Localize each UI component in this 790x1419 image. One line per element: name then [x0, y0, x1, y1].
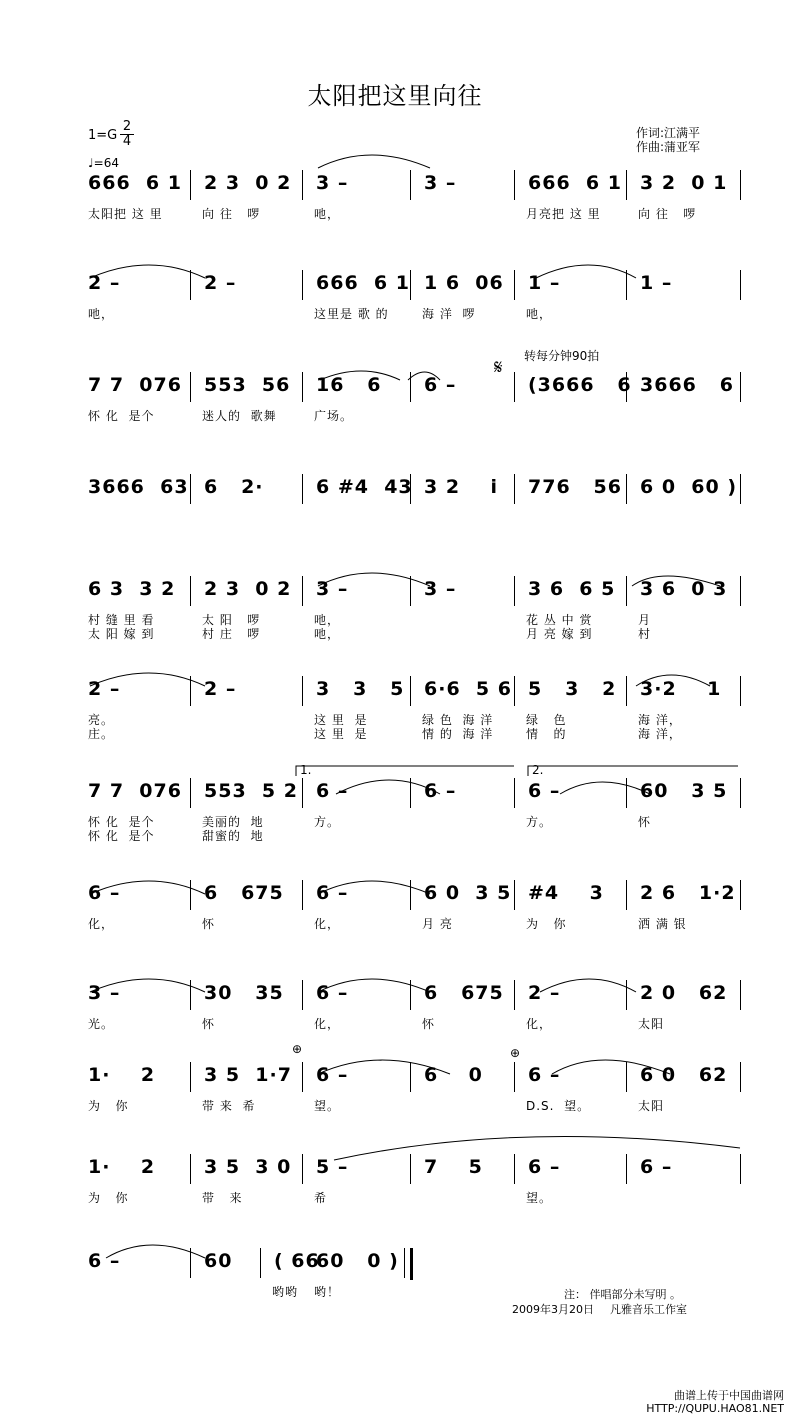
- measure-notes: 6 675: [424, 982, 504, 1004]
- measure-notes: 6 –: [316, 882, 349, 904]
- lyric-line-2: 庄。: [88, 727, 115, 741]
- lyric-line-2: 海 洋，: [638, 727, 682, 741]
- lyric-line-2: 情 的: [526, 727, 567, 741]
- lyric-line: 向 往 啰: [202, 207, 261, 221]
- measure-notes: 2 –: [204, 272, 237, 294]
- lyricist: 作词:江满平: [636, 126, 701, 140]
- lyric-line: 太 阳 啰: [202, 613, 261, 627]
- measure-notes: 7 7 076: [88, 780, 182, 802]
- measure-notes: 6 –: [88, 882, 121, 904]
- lyric-line: 带 来: [202, 1191, 243, 1205]
- lyric-line: 方。: [314, 815, 341, 829]
- lyric-line: 太阳: [638, 1017, 665, 1031]
- lyric-line: 太阳把 这 里: [88, 207, 163, 221]
- lyric-line: 太阳: [638, 1099, 665, 1113]
- measure-notes: 60 0 ): [316, 1250, 399, 1272]
- lyric-line: 吔，: [526, 307, 553, 321]
- volta-1-label: 1.: [300, 763, 312, 777]
- measure-notes: 6 0 60 ): [640, 476, 738, 498]
- measure-notes: 6 –: [88, 1250, 121, 1272]
- measure-notes: 6 #4 43: [316, 476, 413, 498]
- measure-notes: 553 56: [204, 374, 291, 396]
- measure-notes: 6 0 3 5: [424, 882, 512, 904]
- lyric-line: D.S. 望。: [526, 1099, 591, 1113]
- lyric-line: 迷人的 歌舞: [202, 409, 277, 423]
- lyric-line-2: 怀 化 是个: [88, 829, 155, 843]
- meter-bottom: 4: [120, 134, 134, 149]
- coda-icon: ⊕: [292, 1042, 303, 1056]
- lyric-line-2: 这 里 是: [314, 727, 368, 741]
- meter-top: 2: [122, 119, 132, 134]
- measure-notes: 1 6 06: [424, 272, 504, 294]
- measure-notes: 7 5: [424, 1156, 483, 1178]
- measure-notes: 6 0: [424, 1064, 483, 1086]
- measure-notes: 1· 2: [88, 1064, 156, 1086]
- measure-notes: 3·2 1: [640, 678, 722, 700]
- measure-notes: ( 66: [274, 1250, 320, 1272]
- lyric-line: 哟！: [314, 1285, 341, 1299]
- measure-notes: 6 0 62: [640, 1064, 728, 1086]
- measure-notes: 30 35: [204, 982, 284, 1004]
- measure-notes: 60 3 5: [640, 780, 728, 802]
- lyric-line-2: 太 阳 嫁 到: [88, 627, 155, 641]
- watermark-line-1: 曲谱上传于中国曲谱网: [674, 1389, 784, 1402]
- lyric-line: 月: [638, 613, 652, 627]
- quarter-note-icon: ♩: [88, 156, 94, 170]
- lyric-line: 绿 色 海 洋: [422, 713, 494, 727]
- measure-notes: 6 675: [204, 882, 284, 904]
- song-title: 太阳把这里向往: [307, 82, 483, 110]
- measure-notes: 3 –: [316, 578, 349, 600]
- key-signature: 1=G: [88, 128, 118, 143]
- lyric-line: 花 丛 中 赏: [526, 613, 593, 627]
- lyric-line: 带 来 希: [202, 1099, 256, 1113]
- measure-notes: 3 –: [316, 172, 349, 194]
- measure-notes: 5 –: [316, 1156, 349, 1178]
- lyric-line: 吔，: [314, 613, 341, 627]
- lyric-line: 怀: [202, 917, 216, 931]
- measure-notes: 1· 2: [88, 1156, 156, 1178]
- measure-notes: 666 6 1: [316, 272, 410, 294]
- measure-notes: 1 –: [640, 272, 673, 294]
- measure-notes: 3 –: [88, 982, 121, 1004]
- lyric-line: 化，: [314, 1017, 341, 1031]
- lyric-line: 哟哟: [272, 1285, 299, 1299]
- lyric-line: 广场。: [314, 409, 354, 423]
- measure-notes: 2 0 62: [640, 982, 728, 1004]
- lyric-line: 这里是 歌 的: [314, 307, 389, 321]
- measure-notes: 6 –: [316, 982, 349, 1004]
- measure-notes: 2 3 0 2: [204, 578, 292, 600]
- measure-notes: 6 –: [528, 1156, 561, 1178]
- measure-notes: 2 –: [88, 272, 121, 294]
- measure-notes: 6 –: [424, 780, 457, 802]
- measure-notes: 6 –: [316, 780, 349, 802]
- measure-notes: 16 6: [316, 374, 382, 396]
- lyric-line: 绿 色: [526, 713, 567, 727]
- measure-notes: 1 –: [528, 272, 561, 294]
- studio: 凡雅音乐工作室: [610, 1303, 687, 1316]
- lyric-line: 为 你: [88, 1099, 129, 1113]
- measure-notes: 3 2 0 1: [640, 172, 728, 194]
- measure-notes: 2 –: [204, 678, 237, 700]
- lyric-line: 洒 满 银: [638, 917, 687, 931]
- lyric-line: 向 往 啰: [638, 207, 697, 221]
- lyric-line: 村 缝 里 看: [88, 613, 155, 627]
- measure-notes: 3 –: [424, 578, 457, 600]
- measure-notes: 2 –: [88, 678, 121, 700]
- lyric-line: 化，: [526, 1017, 553, 1031]
- lyric-line: 化，: [314, 917, 341, 931]
- lyric-line: 化，: [88, 917, 115, 931]
- measure-notes: 2 3 0 2: [204, 172, 292, 194]
- tempo-value: =64: [93, 156, 119, 170]
- measure-notes: 6 –: [528, 780, 561, 802]
- measure-notes: 6 –: [424, 374, 457, 396]
- lyric-line: 望。: [314, 1099, 341, 1113]
- lyric-line-2: 村 庄 啰: [202, 627, 261, 641]
- lyric-line-2: 月 亮 嫁 到: [526, 627, 593, 641]
- lyric-line: 这 里 是: [314, 713, 368, 727]
- lyric-line-2: 村: [638, 627, 652, 641]
- lyric-line: 月亮把 这 里: [526, 207, 601, 221]
- measure-notes: 6 –: [316, 1064, 349, 1086]
- measure-notes: 2 –: [528, 982, 561, 1004]
- measure-notes: 7 7 076: [88, 374, 182, 396]
- lyric-line: 怀: [202, 1017, 216, 1031]
- lyric-line: 为 你: [526, 917, 567, 931]
- tempo-change-note: 转每分钟90拍: [524, 349, 600, 363]
- lyric-line: 望。: [526, 1191, 553, 1205]
- measure-notes: 6 –: [640, 1156, 673, 1178]
- measure-notes: 3 5 1·7: [204, 1064, 292, 1086]
- lyric-line-2: 情 的 海 洋: [422, 727, 494, 741]
- measure-notes: 6 3 3 2: [88, 578, 176, 600]
- lyric-line: 方。: [526, 815, 553, 829]
- measure-notes: 666 6 1: [528, 172, 622, 194]
- measure-notes: 6 –: [528, 1064, 561, 1086]
- measure-notes: 3 5 3 0: [204, 1156, 292, 1178]
- measure-notes: 3666 63: [88, 476, 189, 498]
- measure-notes: 60: [204, 1250, 233, 1272]
- lyric-line: 美丽的 地: [202, 815, 264, 829]
- lyric-line: 海 洋 啰: [422, 307, 476, 321]
- lyric-line: 怀 化 是个: [88, 409, 155, 423]
- lyric-line: 月 亮: [422, 917, 453, 931]
- measure-notes: 5 3 2: [528, 678, 617, 700]
- lyric-line: 亮。: [88, 713, 115, 727]
- measure-notes: 6 2·: [204, 476, 264, 498]
- composer: 作曲:蒲亚军: [636, 140, 701, 154]
- date: 2009年3月20日: [512, 1303, 594, 1316]
- measure-notes: 3 6 6 5: [528, 578, 616, 600]
- lyric-line: 怀 化 是个: [88, 815, 155, 829]
- measure-notes: 3 –: [424, 172, 457, 194]
- measure-notes: 3 6 0 3: [640, 578, 728, 600]
- lyric-line: 希: [314, 1191, 328, 1205]
- lyric-line-2: 甜蜜的 地: [202, 829, 264, 843]
- watermark-line-2: HTTP://QUPU.HAO81.NET: [646, 1402, 784, 1415]
- measure-notes: 3 3 5: [316, 678, 405, 700]
- measure-notes: 553 5 2: [204, 780, 298, 802]
- measure-notes: (3666 6: [528, 374, 632, 396]
- volta-2-label: 2.: [532, 763, 544, 777]
- lyric-line: 怀: [638, 815, 652, 829]
- lyric-line: 光。: [88, 1017, 115, 1031]
- footnote: 注： 伴唱部分未写明 。: [564, 1288, 681, 1301]
- lyric-line: 吔，: [314, 207, 341, 221]
- measure-notes: 6·6 5 6: [424, 678, 512, 700]
- lyric-line: 吔，: [88, 307, 115, 321]
- lyric-line: 为 你: [88, 1191, 129, 1205]
- segno-icon: 𝄋: [494, 355, 503, 379]
- measure-notes: #4 3: [528, 882, 604, 904]
- measure-notes: 2 6 1·2: [640, 882, 736, 904]
- measure-notes: 3666 6: [640, 374, 734, 396]
- lyric-line: 怀: [422, 1017, 436, 1031]
- lyric-line-2: 吔，: [314, 627, 341, 641]
- measure-notes: 776 56: [528, 476, 622, 498]
- coda-icon-2: ⊕: [510, 1046, 521, 1060]
- lyric-line: 海 洋，: [638, 713, 682, 727]
- measure-notes: 3 2 i: [424, 476, 499, 498]
- measure-notes: 666 6 1: [88, 172, 182, 194]
